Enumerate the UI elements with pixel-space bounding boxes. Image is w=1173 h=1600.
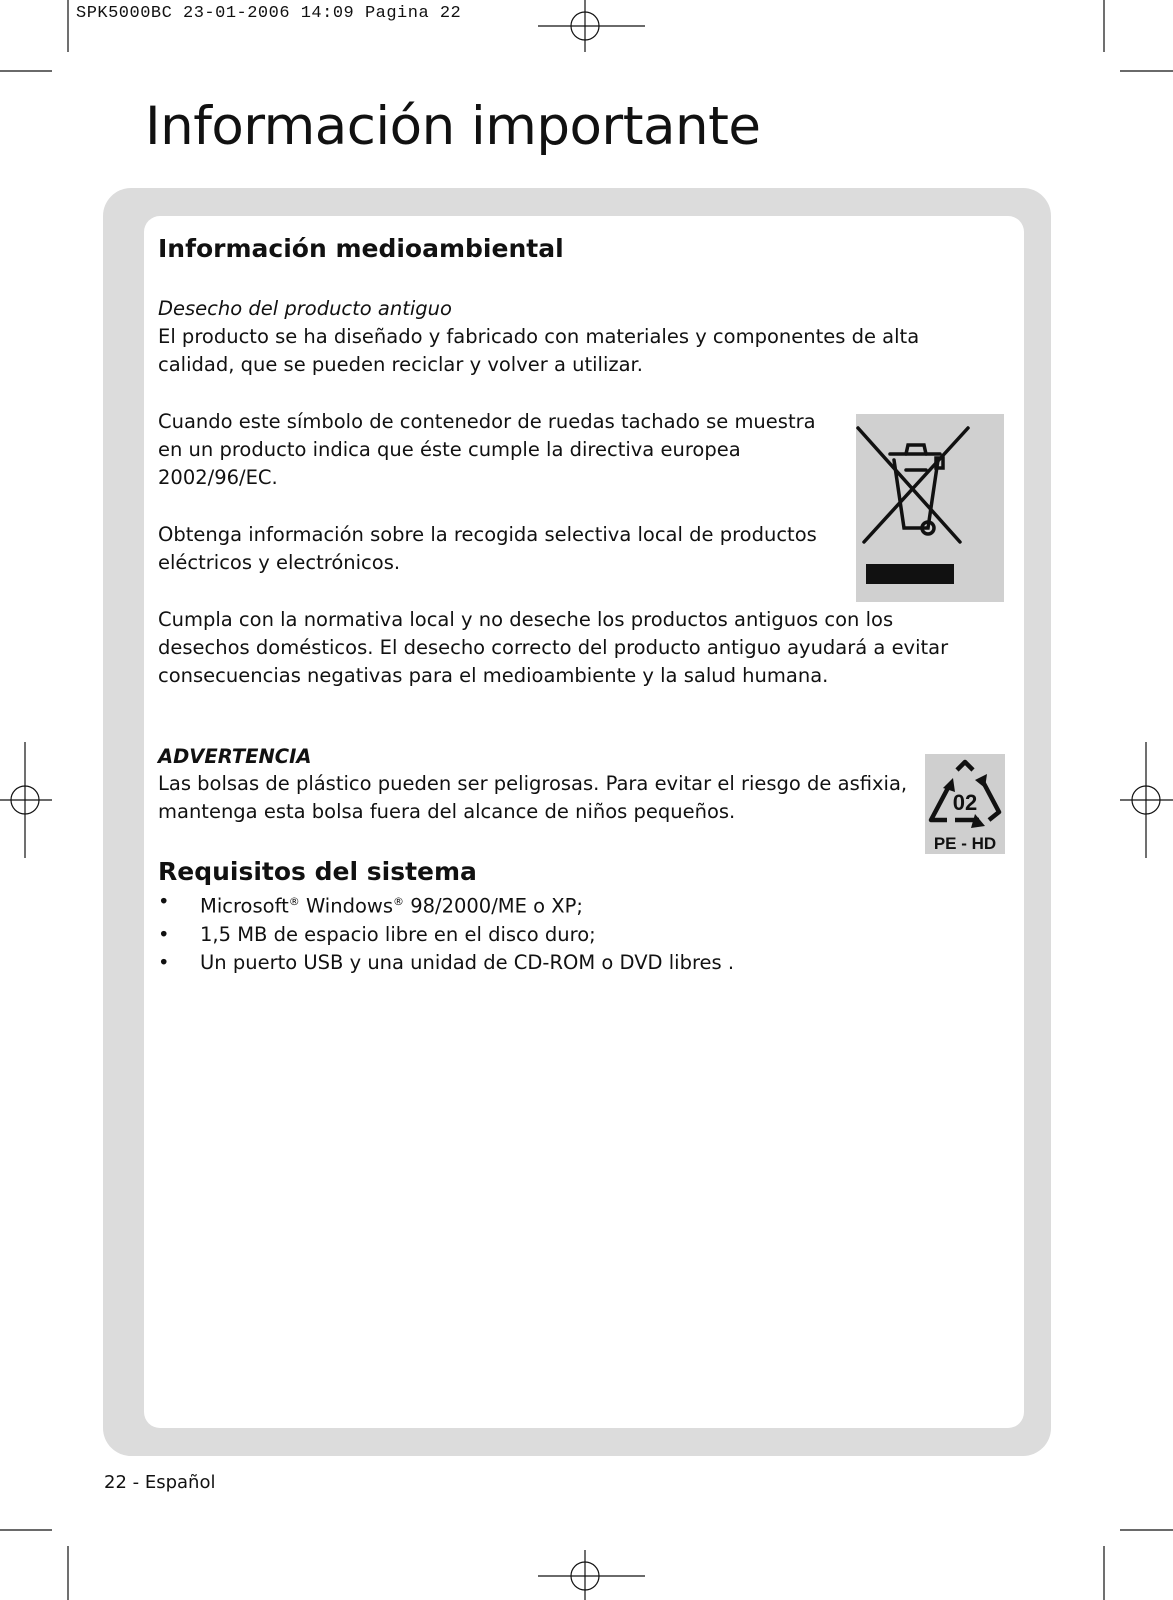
requirements-heading: Requisitos del sistema [158, 857, 477, 886]
crossed-out-wheelie-bin-icon [856, 414, 1004, 602]
paragraph-weee-symbol: Cuando este símbolo de contenedor de ruedas tachado se muestra en un producto indica que éste cumple la directiva europea 2002/96/EC. [158, 410, 816, 489]
requirement-item-disk: • 1,5 MB de espacio libre en el disco duro; [158, 921, 978, 949]
recycle-label: PE - HD [933, 834, 997, 853]
warning-text: Las bolsas de plástico pueden ser peligrosas. Para evitar el riesgo de asfixia, mantenga esta bolsa fuera del alcance de niños pequeños. [158, 772, 908, 823]
recycle-triangle-icon [925, 754, 1005, 854]
requirement-item-usb: • Un puerto USB y una unidad de CD-ROM o DVD libres . [158, 949, 978, 977]
bullet: • [158, 950, 170, 974]
bullet: • [158, 922, 170, 946]
warning-heading: ADVERTENCIA [158, 745, 312, 768]
weee-symbol [856, 414, 1004, 602]
disposal-subheading: Desecho del producto antiguo [158, 297, 452, 320]
bullet: • [158, 890, 170, 913]
requirement-item-os: • Microsoft® Windows® 98/2000/ME o XP; [158, 890, 583, 918]
page-title: Información importante [145, 96, 761, 157]
requirements-list [158, 888, 978, 977]
environmental-heading: Información medioambiental [158, 234, 564, 263]
recycle-symbol [925, 754, 1005, 854]
paragraph-materials: El producto se ha diseñado y fabricado con materiales y componentes de alta calidad, que se pueden reciclar y volver a utilizar. [158, 325, 920, 376]
recycle-number: 02 [952, 790, 978, 815]
paragraph-collection: Obtenga información sobre la recogida selectiva local de productos eléctricos y electrónicos. [158, 523, 817, 574]
paragraph-local-rules: Cumpla con la normativa local y no deseche los productos antiguos con los desechos domésticos. El desecho correcto del producto antiguo ayudará a evitar consecuencias negativas para el medioambiente y la salud humana. [158, 608, 949, 687]
print-slug: SPK5000BC 23-01-2006 14:09 Pagina 22 [76, 4, 462, 23]
page-footer: 22 - Español [104, 1472, 216, 1493]
